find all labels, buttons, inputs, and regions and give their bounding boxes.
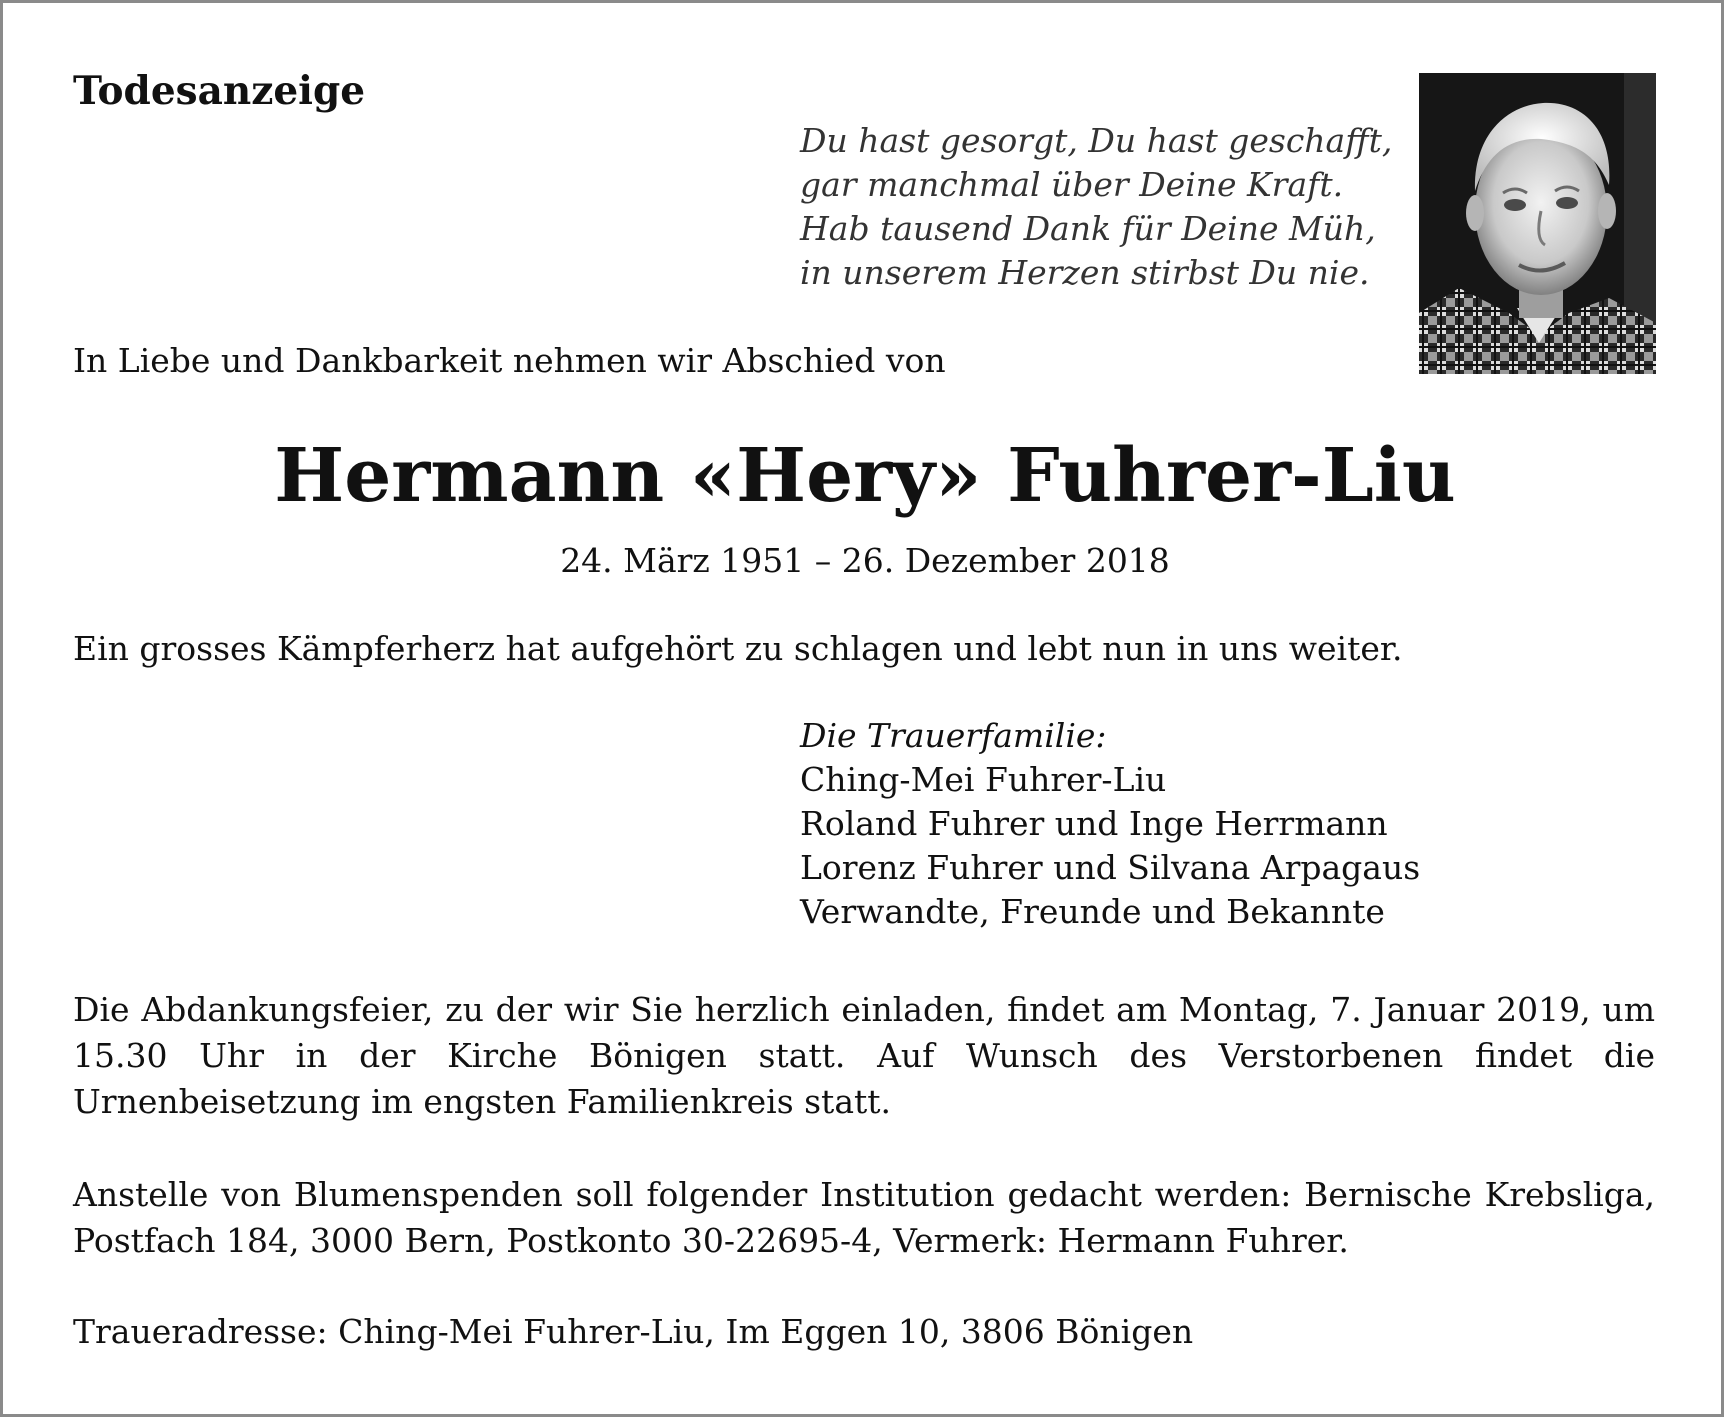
mourning-family: [800, 714, 1420, 934]
poem-line: Hab tausend Dank für Deine Müh,: [800, 209, 1376, 248]
life-dates: 24. März 1951 – 26. Dezember 2018: [560, 541, 1170, 580]
poem-line: in unserem Herzen stirbst Du nie.: [800, 253, 1370, 292]
portrait-photo: [1419, 73, 1656, 374]
poem-line: gar manchmal über Deine Kraft.: [800, 165, 1344, 204]
family-member: Lorenz Fuhrer und Silvana Arpagaus: [800, 848, 1421, 887]
poem-verse: [800, 119, 1392, 295]
family-member: Ching-Mei Fuhrer-Liu: [800, 760, 1167, 799]
family-member: Verwandte, Freunde und Bekannte: [800, 892, 1385, 931]
notice-heading: Todesanzeige: [73, 68, 366, 114]
poem-line: Du hast gesorgt, Du hast geschafft,: [800, 121, 1393, 160]
ceremony-paragraph: Die Abdankungsfeier, zu der wir Sie herzlich einladen, findet am Montag, 7. Januar 2019, um 15.30 Uhr in der Kirche Bönigen statt. Auf Wunsch des Verstorbenen findet die Urnenbeisetzung im engsten Familienkreis statt.: [73, 990, 1655, 1121]
portrait-illustration: [1419, 73, 1656, 374]
intro-text: In Liebe und Dankbarkeit nehmen wir Abschied von: [73, 341, 946, 380]
tribute-text: Ein grosses Kämpferherz hat aufgehört zu schlagen und lebt nun in uns weiter.: [73, 629, 1403, 668]
deceased-name: Hermann «Hery» Fuhrer-Liu: [274, 433, 1456, 519]
family-title: Die Trauerfamilie:: [800, 716, 1107, 755]
mourning-address: Traueradresse: Ching-Mei Fuhrer-Liu, Im Eggen 10, 3806 Bönigen: [73, 1312, 1194, 1351]
family-member: Roland Fuhrer und Inge Herrmann: [800, 804, 1388, 843]
donation-paragraph: Anstelle von Blumenspenden soll folgender Institution gedacht werden: Bernische Krebsliga, Postfach 184, 3000 Bern, Postkonto 30-22695-4, Vermerk: Hermann Fuhrer.: [73, 1175, 1655, 1260]
